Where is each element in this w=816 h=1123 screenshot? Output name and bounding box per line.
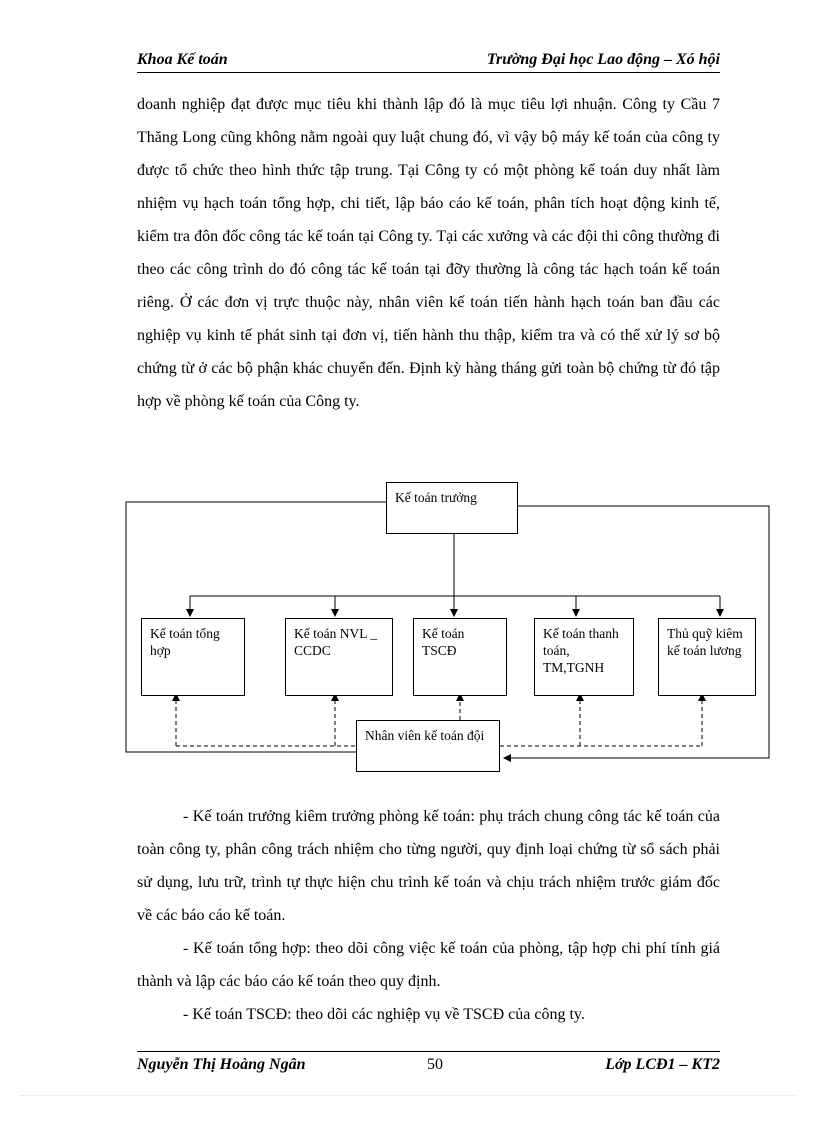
duty-chief: - Kế toán trưởng kiêm trưởng phòng kế toán: phụ trách chung công tác kế toán của toàn công ty, phân công trách nhiệm cho từng người, quy định loại chứng từ sổ sách phải sử dụng, lưu trữ, trình tự thực hiện chu trình kế toán và chịu trách nhiệm trước giám đốc về các báo cáo kế toán. <box>137 808 720 924</box>
duty-general: - Kế toán tổng hợp: theo dõi công việc kế toán của phòng, tập hợp chi phí tính giá thành và lập các báo cáo kế toán theo quy định. <box>137 940 720 990</box>
header-faculty: Khoa Kế toán <box>137 51 228 68</box>
duties-list <box>137 800 720 1031</box>
footer-author: Nguyễn Thị Hoàng Ngân <box>137 1056 306 1073</box>
page-footer <box>137 1051 720 1082</box>
payments-accountant-box: Kế toán thanh toán, TM,TGNH <box>534 618 634 696</box>
general-accountant-box: Kế toán tổng hợp <box>141 618 245 696</box>
body-paragraph: doanh nghiệp đạt được mục tiêu khi thành lập đó là mục tiêu lợi nhuận. Công ty Cầu 7 Thăng Long cũng không nằm ngoài quy luật chung đó, vì vậy bộ máy kế toán của công ty được tổ chức theo hình thức tập trung. Tại Công ty có một phòng kế toán duy nhất làm nhiệm vụ hạch toán tổng hợp, chi tiết, lập báo cáo kế toán, phân tích hoạt động kinh tế, kiểm tra đôn đốc công tác kế toán tại Công ty. Tại các xưởng và các đội thi công thường đi theo các công trình do đó công tác kế toán tại đỡy thường là công tác hạch toán kế toán riêng. Ở các đơn vị trực thuộc này, nhân viên kế toán tiến hành hạch toán ban đầu các nghiệp vụ kinh tế phát sinh tại đơn vị, tiến hành thu thập, kiểm tra và có thể xử lý sơ bộ chứng từ ở các bộ phận khác chuyển đến. Định kỳ hàng tháng gửi toàn bộ chứng từ đó tập hợp về phòng kế toán của Công ty. <box>137 96 720 410</box>
team-staff-box: Nhân viên kế toán đội <box>356 720 500 772</box>
page-header <box>137 48 720 73</box>
footer-class: Lớp LCĐ1 – KT2 <box>605 1056 720 1073</box>
duty-fixed-assets: - Kế toán TSCĐ: theo dõi các nghiệp vụ về TSCĐ của công ty. <box>183 1006 585 1023</box>
page-edge <box>20 1095 796 1096</box>
header-university: Trường Đại học Lao động – Xó hội <box>486 51 720 68</box>
materials-accountant-box: Kế toán NVL _ CCDC <box>285 618 393 696</box>
fixed-assets-accountant-box: Kế toán TSCĐ <box>413 618 507 696</box>
accounting-org-chart <box>124 480 772 776</box>
chief-accountant-box: Kế toán trưởng <box>386 482 518 534</box>
page-number: 50 <box>427 1056 443 1073</box>
treasurer-box: Thủ quỹ kiêm kế toán lương <box>658 618 756 696</box>
